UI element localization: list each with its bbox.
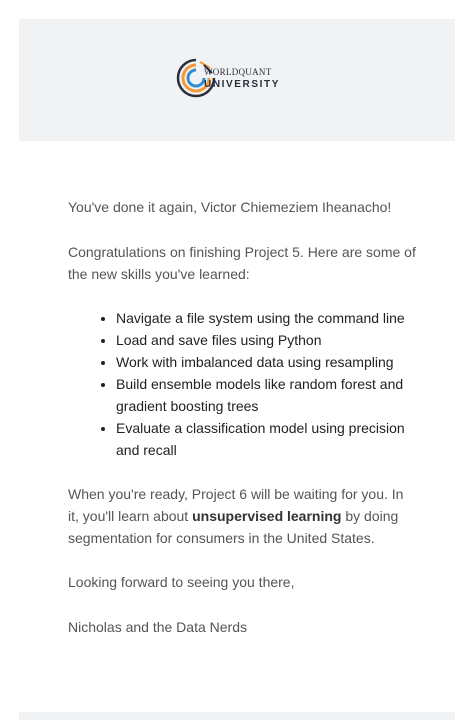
skill-item: • Navigate a file system using the command line [116, 307, 418, 329]
congrats-text: Congratulations on finishing Project 5. Here are some of the new skills you've learned: [68, 244, 416, 282]
worldquant-logo[interactable] [174, 56, 304, 100]
signoff-text: Nicholas and the Data Nerds [68, 619, 247, 635]
next-project-text-post: by doing segmentation for consumers in the United States. [68, 508, 399, 546]
skill-item: • Load and save files using Python [116, 329, 418, 351]
skill-item: • Work with imbalanced data using resampling [116, 351, 418, 373]
email-footer [19, 712, 455, 720]
skill-item: • Evaluate a classification model using precision and recall [116, 417, 418, 461]
skill-item: • Build ensemble models like random forest and gradient boosting trees [116, 373, 418, 417]
next-project-text [68, 483, 418, 549]
next-project-text-pre: When you're ready, Project 6 will be waiting for you. In it, you'll learn about [68, 486, 404, 524]
closing-text: Looking forward to seeing you there, [68, 574, 295, 590]
email-header [19, 19, 455, 141]
greeting-text: You've done it again, Victor Chiemeziem Iheanacho! [68, 199, 392, 215]
logo-wordmark-line1: WORLDQUANT [204, 67, 272, 77]
skills-list [68, 307, 418, 461]
logo-wordmark-line2: UNIVERSITY [204, 79, 281, 90]
unsupervised-learning-highlight: unsupervised learning [192, 508, 342, 524]
email-body [68, 196, 418, 638]
